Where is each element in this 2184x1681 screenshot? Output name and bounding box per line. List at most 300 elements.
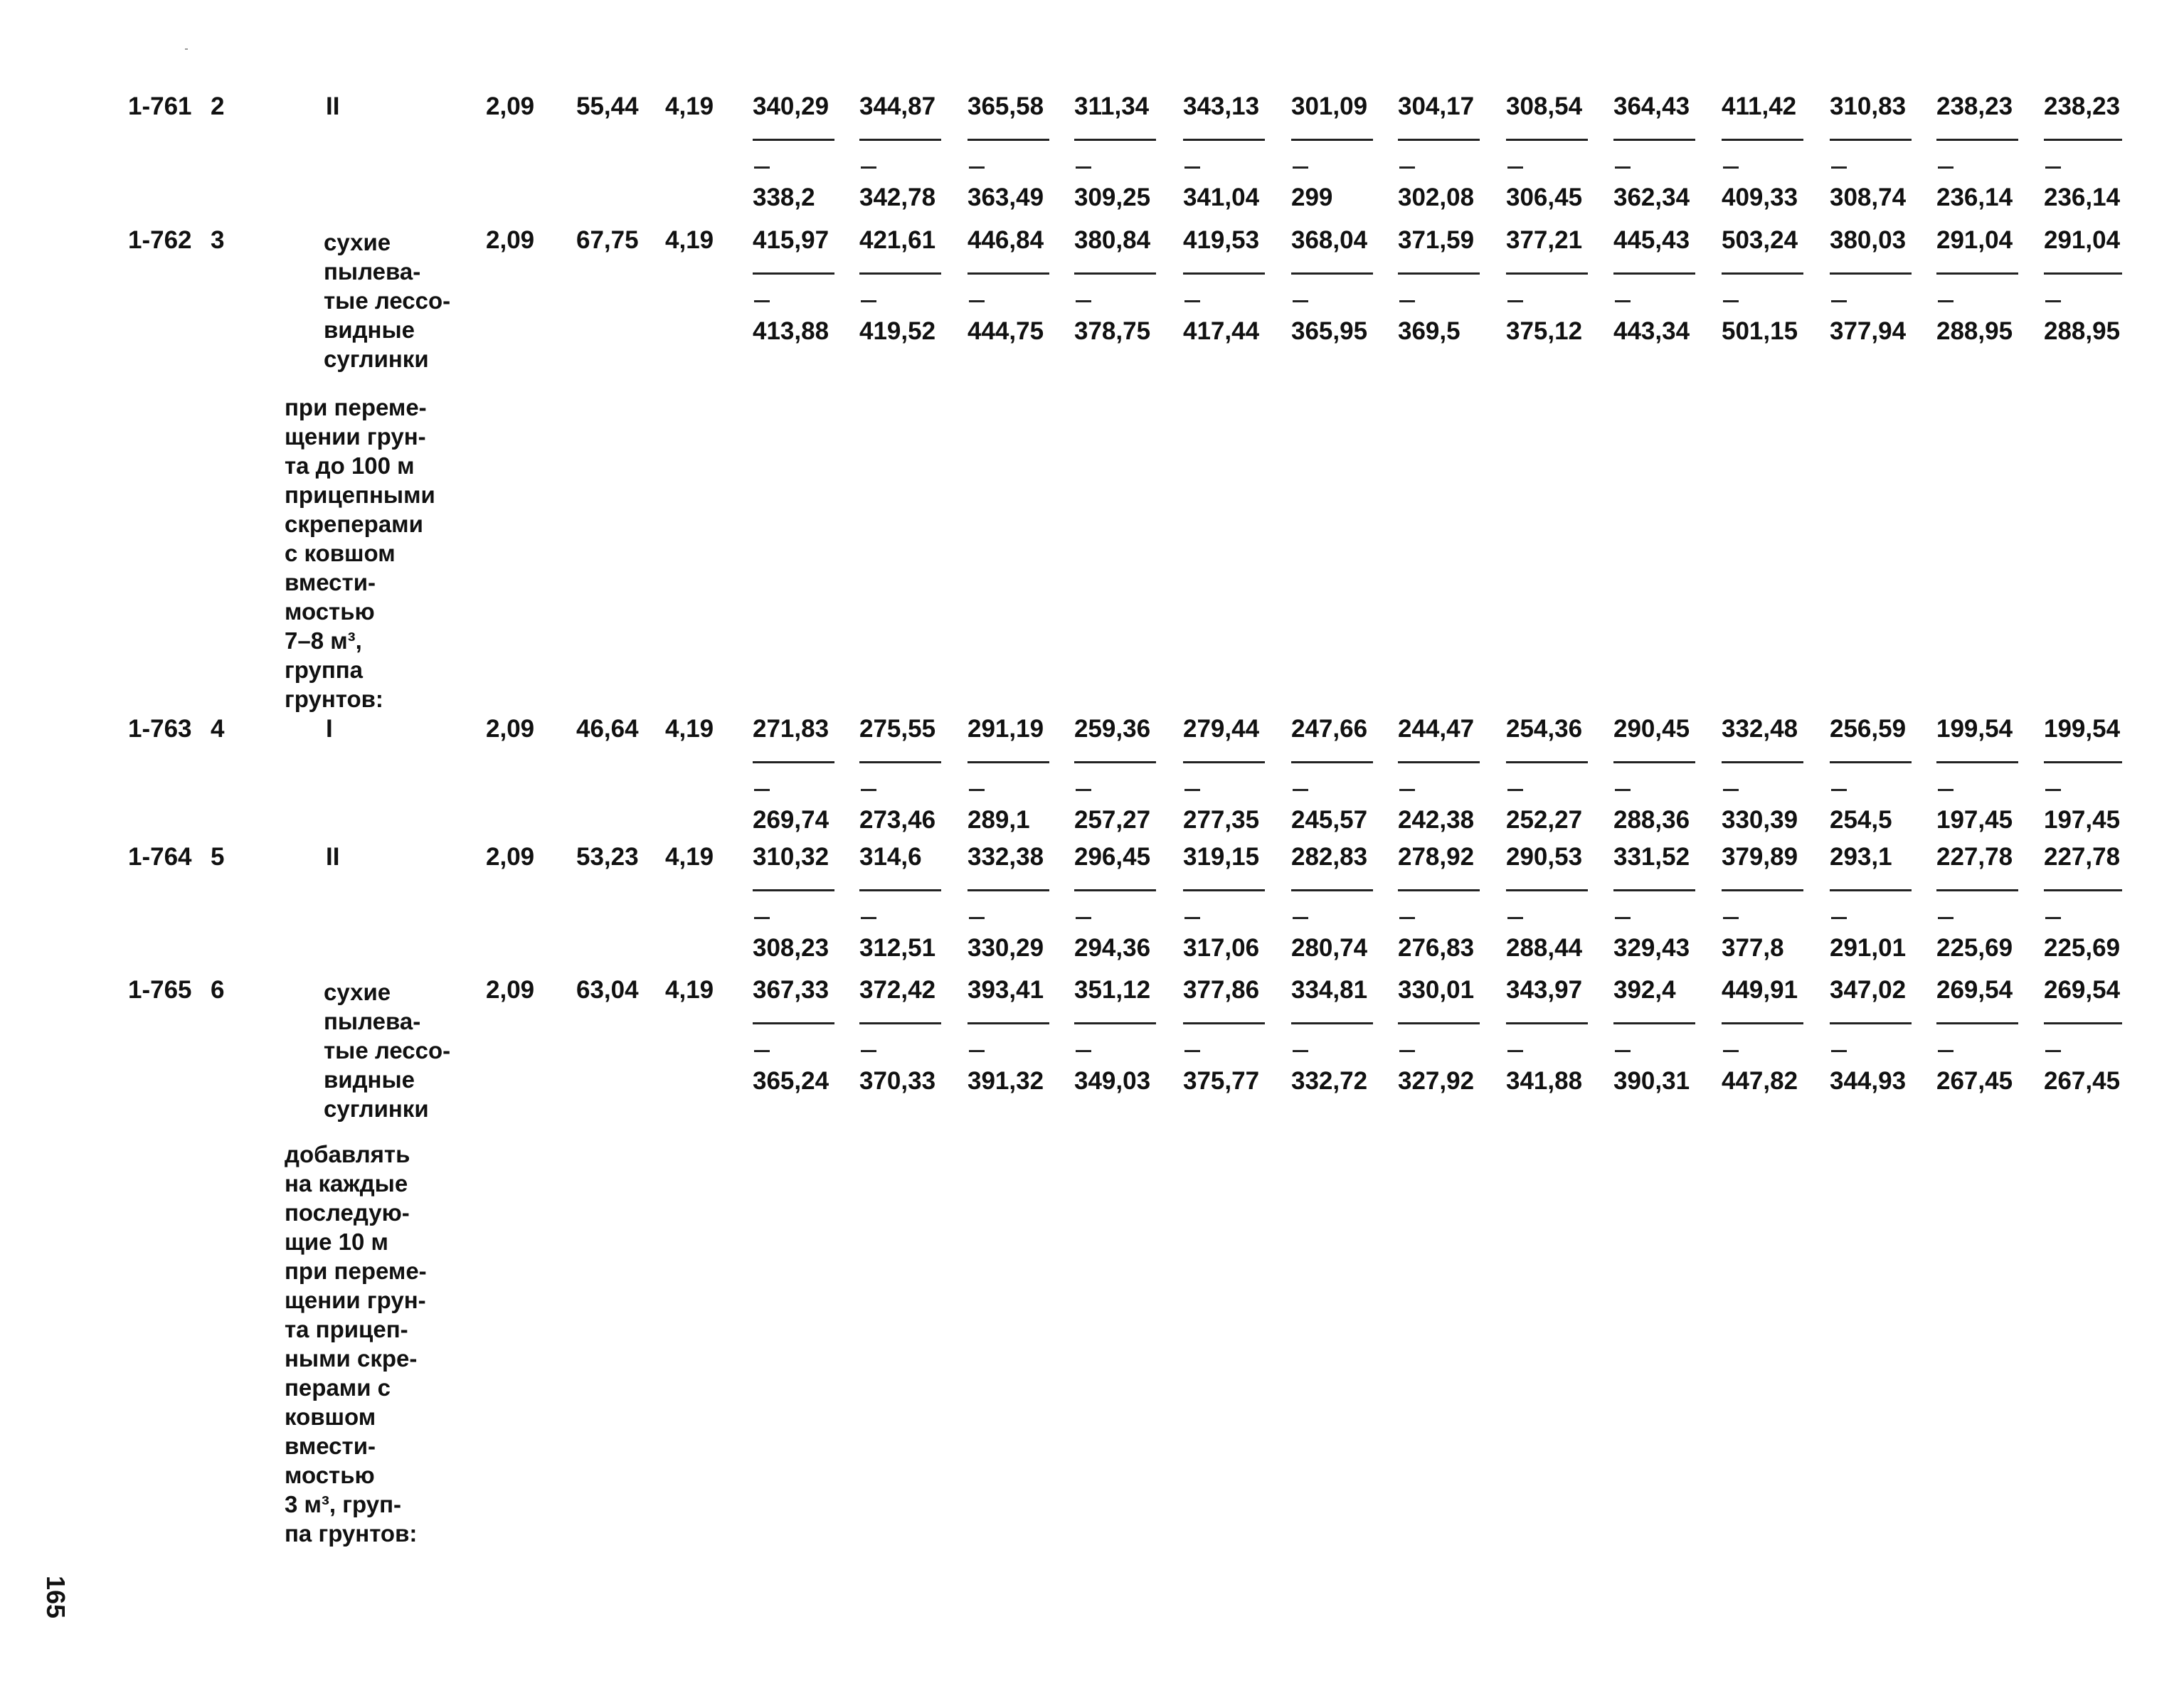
note-line: 3 м³, груп- (285, 1491, 402, 1517)
fraction-line (1722, 272, 1803, 275)
minus-sign (1723, 300, 1739, 302)
value-numerator: 445,43 (1613, 226, 1690, 254)
soil-description-line: суглинки (324, 346, 429, 372)
value-numerator: 347,02 (1830, 976, 1907, 1004)
minus-sign (1184, 917, 1200, 919)
fraction-line (1291, 272, 1373, 275)
value-denominator: 252,27 (1506, 806, 1583, 834)
value-denominator: 390,31 (1613, 1067, 1690, 1095)
value-denominator: 330,39 (1722, 806, 1798, 834)
value-denominator: 332,72 (1291, 1067, 1368, 1095)
fraction-line (1183, 889, 1265, 891)
fraction-line (1506, 139, 1588, 141)
coefficient-b: 67,75 (576, 226, 639, 254)
value-denominator: 444,75 (968, 317, 1044, 345)
coefficient-c: 4,19 (665, 715, 714, 743)
value-numerator: 259,36 (1074, 715, 1151, 743)
value-numerator: 364,43 (1613, 92, 1690, 120)
value-denominator: 236,14 (2044, 184, 2121, 211)
minus-sign (754, 789, 770, 791)
value-numerator: 290,45 (1613, 715, 1690, 743)
value-denominator: 363,49 (968, 184, 1044, 211)
note-line: та прицеп- (285, 1316, 408, 1342)
minus-sign (1938, 166, 1954, 169)
minus-sign (754, 166, 770, 169)
soil-description-line: пылева- (324, 1008, 421, 1034)
minus-sign (2045, 789, 2061, 791)
minus-sign (1293, 917, 1308, 919)
note-line: па грунтов: (285, 1520, 418, 1547)
value-numerator: 380,03 (1830, 226, 1907, 254)
minus-sign (861, 789, 876, 791)
value-denominator: 225,69 (2044, 934, 2121, 962)
value-numerator: 227,78 (1936, 843, 2013, 871)
value-numerator: 332,48 (1722, 715, 1798, 743)
value-numerator: 254,36 (1506, 715, 1583, 743)
value-denominator: 288,95 (2044, 317, 2121, 345)
fraction-line (1936, 272, 2018, 275)
value-denominator: 341,88 (1506, 1067, 1583, 1095)
value-denominator: 342,78 (859, 184, 936, 211)
fraction-line (1183, 139, 1265, 141)
fraction-line (1074, 272, 1156, 275)
note-line: 7–8 м³, (285, 627, 362, 654)
row-code: 1-764 (128, 843, 192, 871)
value-denominator: 317,06 (1183, 934, 1260, 962)
minus-sign (1293, 1050, 1308, 1052)
value-numerator: 291,04 (1936, 226, 2013, 254)
note-line: щие 10 м (285, 1229, 388, 1255)
note-line: с ковшом (285, 540, 396, 566)
minus-sign (2045, 166, 2061, 169)
fraction-line (1398, 889, 1480, 891)
value-numerator: 244,47 (1398, 715, 1475, 743)
note-line: прицепными (285, 482, 435, 508)
minus-sign (1399, 789, 1415, 791)
value-numerator: 319,15 (1183, 843, 1260, 871)
fraction-line (1074, 139, 1156, 141)
value-numerator: 291,19 (968, 715, 1044, 743)
value-denominator: 329,43 (1613, 934, 1690, 962)
value-denominator: 378,75 (1074, 317, 1151, 345)
value-denominator: 327,92 (1398, 1067, 1475, 1095)
minus-sign (1831, 1050, 1847, 1052)
value-denominator: 306,45 (1506, 184, 1583, 211)
value-numerator: 227,78 (2044, 843, 2121, 871)
value-denominator: 362,34 (1613, 184, 1690, 211)
value-denominator: 349,03 (1074, 1067, 1151, 1095)
row-code: 1-765 (128, 976, 192, 1004)
minus-sign (1293, 166, 1308, 169)
note-line: мостью (285, 598, 375, 625)
minus-sign (1723, 1050, 1739, 1052)
soil-group: II (326, 92, 340, 120)
minus-sign (1831, 300, 1847, 302)
note-line: ковшом (285, 1404, 376, 1430)
minus-sign (861, 1050, 876, 1052)
value-numerator: 310,83 (1830, 92, 1907, 120)
fraction-line (1291, 1022, 1373, 1024)
value-denominator: 254,5 (1830, 806, 1892, 834)
fraction-line (1936, 139, 2018, 141)
minus-sign (1615, 1050, 1631, 1052)
value-numerator: 282,83 (1291, 843, 1368, 871)
fraction-line (1830, 1022, 1912, 1024)
note-line: добавлять (285, 1141, 410, 1167)
fraction-line (968, 139, 1049, 141)
minus-sign (1507, 300, 1523, 302)
fraction-line (1506, 1022, 1588, 1024)
fraction-line (1506, 272, 1588, 275)
soil-group: I (326, 715, 333, 743)
value-numerator: 343,13 (1183, 92, 1260, 120)
minus-sign (1076, 1050, 1091, 1052)
value-denominator: 391,32 (968, 1067, 1044, 1095)
minus-sign (1831, 917, 1847, 919)
value-numerator: 293,1 (1830, 843, 1892, 871)
value-denominator: 197,45 (1936, 806, 2013, 834)
coefficient-b: 55,44 (576, 92, 639, 120)
minus-sign (969, 1050, 985, 1052)
value-numerator: 334,81 (1291, 976, 1368, 1004)
fraction-line (1830, 272, 1912, 275)
fraction-line (1613, 272, 1695, 275)
minus-sign (1723, 789, 1739, 791)
value-denominator: 302,08 (1398, 184, 1475, 211)
minus-sign (1615, 789, 1631, 791)
section-note-scrapers-100m (285, 393, 470, 714)
note-line: последую- (285, 1199, 410, 1226)
fraction-line (1936, 889, 2018, 891)
fraction-line (753, 1022, 834, 1024)
value-denominator: 308,74 (1830, 184, 1907, 211)
coefficient-a: 2,09 (486, 976, 535, 1004)
value-numerator: 304,17 (1398, 92, 1475, 120)
value-numerator: 256,59 (1830, 715, 1907, 743)
row-code: 1-762 (128, 226, 192, 254)
value-denominator: 501,15 (1722, 317, 1798, 345)
value-denominator: 344,93 (1830, 1067, 1907, 1095)
minus-sign (754, 917, 770, 919)
value-denominator: 365,95 (1291, 317, 1368, 345)
note-line: вмести- (285, 569, 376, 595)
minus-sign (2045, 1050, 2061, 1052)
coefficient-a: 2,09 (486, 843, 535, 871)
minus-sign (1076, 300, 1091, 302)
value-denominator: 242,38 (1398, 806, 1475, 834)
value-numerator: 275,55 (859, 715, 936, 743)
value-numerator: 449,91 (1722, 976, 1798, 1004)
value-numerator: 296,45 (1074, 843, 1151, 871)
value-denominator: 417,44 (1183, 317, 1260, 345)
page-number: 165 (41, 1576, 70, 1619)
minus-sign (1184, 789, 1200, 791)
coefficient-a: 2,09 (486, 92, 535, 120)
row-number: 2 (211, 92, 225, 120)
value-numerator: 371,59 (1398, 226, 1475, 254)
soil-description-line: тые лессо- (324, 1037, 451, 1064)
value-denominator: 273,46 (859, 806, 936, 834)
fraction-line (753, 761, 834, 763)
fraction-line (1613, 761, 1695, 763)
row-code: 1-761 (128, 92, 192, 120)
fraction-line (859, 889, 941, 891)
fraction-line (1291, 761, 1373, 763)
minus-sign (1399, 300, 1415, 302)
minus-sign (1399, 917, 1415, 919)
fraction-line (1722, 1022, 1803, 1024)
coefficient-b: 46,64 (576, 715, 639, 743)
fraction-line (859, 761, 941, 763)
note-line: на каждые (285, 1170, 408, 1197)
value-denominator: 288,95 (1936, 317, 2013, 345)
note-line: та до 100 м (285, 452, 415, 479)
soil-description-line: сухие (324, 979, 391, 1005)
minus-sign (861, 917, 876, 919)
minus-sign (1615, 166, 1631, 169)
value-denominator: 341,04 (1183, 184, 1260, 211)
value-numerator: 344,87 (859, 92, 936, 120)
value-denominator: 245,57 (1291, 806, 1368, 834)
value-numerator: 351,12 (1074, 976, 1151, 1004)
soil-description (324, 977, 509, 1123)
minus-sign (1293, 789, 1308, 791)
scan-mark (185, 48, 188, 50)
minus-sign (969, 300, 985, 302)
minus-sign (754, 1050, 770, 1052)
fraction-line (1183, 761, 1265, 763)
fraction-line (1830, 889, 1912, 891)
value-numerator: 332,38 (968, 843, 1044, 871)
minus-sign (1076, 917, 1091, 919)
value-numerator: 314,6 (859, 843, 922, 871)
value-numerator: 269,54 (1936, 976, 2013, 1004)
minus-sign (1938, 300, 1954, 302)
note-line: группа (285, 657, 364, 683)
value-numerator: 278,92 (1398, 843, 1475, 871)
value-numerator: 503,24 (1722, 226, 1798, 254)
soil-group: II (326, 843, 340, 871)
value-denominator: 197,45 (2044, 806, 2121, 834)
soil-description-line: пылева- (324, 258, 421, 285)
value-denominator: 299 (1291, 184, 1333, 211)
fraction-line (2044, 761, 2122, 763)
value-denominator: 330,29 (968, 934, 1044, 962)
value-numerator: 415,97 (753, 226, 829, 254)
value-denominator: 375,12 (1506, 317, 1583, 345)
fraction-line (2044, 272, 2122, 275)
minus-sign (1184, 1050, 1200, 1052)
fraction-line (859, 139, 941, 141)
value-numerator: 311,34 (1074, 92, 1150, 120)
fraction-line (859, 1022, 941, 1024)
fraction-line (2044, 889, 2122, 891)
fraction-line (1722, 761, 1803, 763)
value-numerator: 377,21 (1506, 226, 1583, 254)
value-numerator: 411,42 (1722, 92, 1797, 120)
minus-sign (1831, 166, 1847, 169)
fraction-line (1398, 1022, 1480, 1024)
fraction-line (2044, 1022, 2122, 1024)
fraction-line (1398, 761, 1480, 763)
fraction-line (1291, 139, 1373, 141)
value-numerator: 238,23 (1936, 92, 2013, 120)
coefficient-b: 63,04 (576, 976, 639, 1004)
value-denominator: 288,44 (1506, 934, 1583, 962)
fraction-line (968, 272, 1049, 275)
minus-sign (1831, 789, 1847, 791)
row-number: 4 (211, 715, 225, 743)
value-denominator: 294,36 (1074, 934, 1151, 962)
value-numerator: 199,54 (1936, 715, 2013, 743)
minus-sign (1293, 300, 1308, 302)
value-denominator: 288,36 (1613, 806, 1690, 834)
value-numerator: 367,33 (753, 976, 829, 1004)
minus-sign (1184, 166, 1200, 169)
note-line: при переме- (285, 1258, 427, 1284)
coefficient-c: 4,19 (665, 226, 714, 254)
fraction-line (1398, 139, 1480, 141)
fraction-line (1936, 761, 2018, 763)
value-denominator: 375,77 (1183, 1067, 1260, 1095)
note-line: мостью (285, 1462, 375, 1488)
value-denominator: 369,5 (1398, 317, 1461, 345)
value-numerator: 301,09 (1291, 92, 1368, 120)
value-numerator: 340,29 (753, 92, 829, 120)
value-denominator: 269,74 (753, 806, 829, 834)
section-note-additional-10m (285, 1140, 470, 1548)
value-numerator: 310,32 (753, 843, 829, 871)
value-numerator: 238,23 (2044, 92, 2121, 120)
value-denominator: 267,45 (1936, 1067, 2013, 1095)
note-line: ными скре- (285, 1345, 418, 1372)
value-numerator: 365,58 (968, 92, 1044, 120)
value-denominator: 409,33 (1722, 184, 1798, 211)
note-line: грунтов: (285, 686, 383, 712)
fraction-line (1722, 889, 1803, 891)
value-denominator: 447,82 (1722, 1067, 1798, 1095)
minus-sign (861, 166, 876, 169)
note-line: перами с (285, 1374, 391, 1401)
fraction-line (753, 139, 834, 141)
fraction-line (1398, 272, 1480, 275)
fraction-line (1613, 139, 1695, 141)
minus-sign (1184, 300, 1200, 302)
fraction-line (1613, 1022, 1695, 1024)
value-denominator: 277,35 (1183, 806, 1260, 834)
row-number: 6 (211, 976, 225, 1004)
soil-description-line: сухие (324, 229, 391, 255)
note-line: при переме- (285, 394, 427, 420)
fraction-line (968, 889, 1049, 891)
value-denominator: 280,74 (1291, 934, 1368, 962)
minus-sign (2045, 917, 2061, 919)
value-denominator: 377,8 (1722, 934, 1784, 962)
minus-sign (1507, 917, 1523, 919)
value-numerator: 377,86 (1183, 976, 1260, 1004)
fraction-line (1830, 761, 1912, 763)
minus-sign (1076, 166, 1091, 169)
soil-description-line: суглинки (324, 1096, 429, 1122)
soil-description-line: видные (324, 1066, 415, 1093)
fraction-line (1183, 272, 1265, 275)
minus-sign (1615, 917, 1631, 919)
value-denominator: 338,2 (753, 184, 815, 211)
fraction-line (2044, 139, 2122, 141)
minus-sign (969, 166, 985, 169)
value-numerator: 247,66 (1291, 715, 1368, 743)
value-denominator: 419,52 (859, 317, 936, 345)
value-denominator: 370,33 (859, 1067, 936, 1095)
minus-sign (969, 789, 985, 791)
value-denominator: 377,94 (1830, 317, 1907, 345)
value-numerator: 269,54 (2044, 976, 2121, 1004)
value-numerator: 419,53 (1183, 226, 1260, 254)
value-numerator: 199,54 (2044, 715, 2121, 743)
minus-sign (754, 300, 770, 302)
fraction-line (1936, 1022, 2018, 1024)
value-denominator: 308,23 (753, 934, 829, 962)
value-numerator: 372,42 (859, 976, 936, 1004)
fraction-line (1830, 139, 1912, 141)
value-numerator: 421,61 (859, 226, 936, 254)
fraction-line (1613, 889, 1695, 891)
coefficient-a: 2,09 (486, 226, 535, 254)
fraction-line (968, 1022, 1049, 1024)
value-numerator: 393,41 (968, 976, 1044, 1004)
fraction-line (1074, 889, 1156, 891)
value-numerator: 308,54 (1506, 92, 1583, 120)
minus-sign (1076, 789, 1091, 791)
value-numerator: 331,52 (1613, 843, 1690, 871)
value-denominator: 312,51 (859, 934, 936, 962)
coefficient-c: 4,19 (665, 843, 714, 871)
value-denominator: 365,24 (753, 1067, 829, 1095)
value-numerator: 392,4 (1613, 976, 1676, 1004)
value-denominator: 309,25 (1074, 184, 1151, 211)
minus-sign (1507, 166, 1523, 169)
coefficient-a: 2,09 (486, 715, 535, 743)
value-numerator: 446,84 (968, 226, 1044, 254)
value-numerator: 343,97 (1506, 976, 1583, 1004)
fraction-line (753, 889, 834, 891)
fraction-line (1506, 761, 1588, 763)
row-code: 1-763 (128, 715, 192, 743)
fraction-line (753, 272, 834, 275)
note-line: щении грун- (285, 423, 426, 450)
value-numerator: 290,53 (1506, 843, 1583, 871)
value-numerator: 368,04 (1291, 226, 1368, 254)
value-numerator: 380,84 (1074, 226, 1151, 254)
value-denominator: 289,1 (968, 806, 1030, 834)
value-denominator: 443,34 (1613, 317, 1690, 345)
fraction-line (1722, 139, 1803, 141)
minus-sign (1723, 917, 1739, 919)
minus-sign (1938, 1050, 1954, 1052)
minus-sign (1723, 166, 1739, 169)
fraction-line (1506, 889, 1588, 891)
minus-sign (1615, 300, 1631, 302)
value-denominator: 276,83 (1398, 934, 1475, 962)
minus-sign (1938, 917, 1954, 919)
minus-sign (861, 300, 876, 302)
value-denominator: 267,45 (2044, 1067, 2121, 1095)
value-denominator: 413,88 (753, 317, 829, 345)
minus-sign (1399, 166, 1415, 169)
minus-sign (1507, 1050, 1523, 1052)
soil-description-line: видные (324, 317, 415, 343)
fraction-line (1291, 889, 1373, 891)
